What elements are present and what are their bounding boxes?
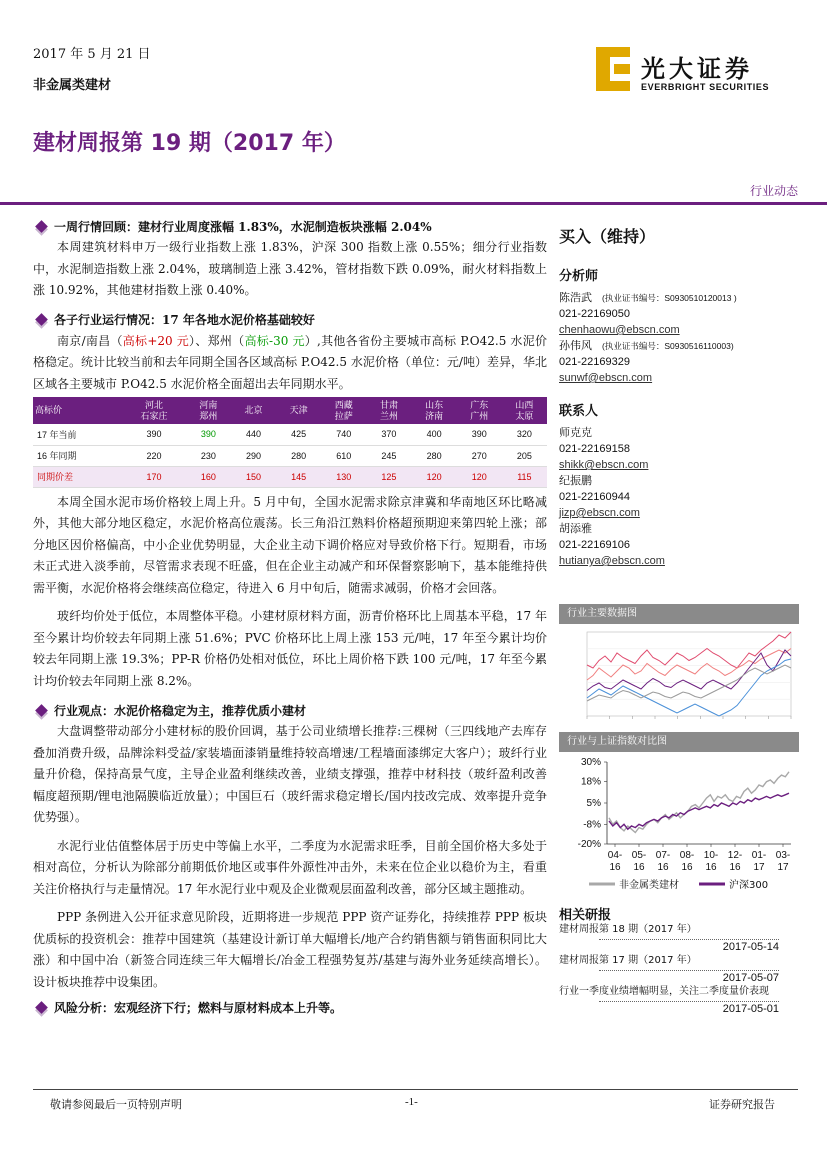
y-tick-label: 18% xyxy=(580,776,601,788)
paragraph-industry-3: 玻纤均价处于低位，本周整体平稳。小建材原材料方面，沥青价格环比上周基本平稳，17 年至今累计均价较去年同期上涨 51.6%；PVC 价格环比上周上涨 153 元/吨，17 年至今累计均价较去年同期上涨 19.3%；PP-R 价格仍处相对低位，环比上周价格下跌 100 元/吨，17 年至今累计均价较去年同期上涨 8.2%。 xyxy=(33,609,547,688)
x-tick-label: 12- xyxy=(727,850,743,861)
contact-phone: 021-22160944 xyxy=(559,491,630,503)
y-tick-label: 30% xyxy=(580,757,601,768)
report-type-label: 行业动态 xyxy=(749,184,798,198)
section-heading-industry xyxy=(33,310,547,330)
x-tick-label: 16 xyxy=(681,862,693,873)
page-title: 建材周报第 19 期（2017 年） xyxy=(33,131,346,156)
x-tick-label: 10- xyxy=(703,850,719,861)
contact-phone: 021-22169158 xyxy=(559,443,630,455)
cement-price-table xyxy=(33,397,547,488)
contact-name: 师克克 xyxy=(559,427,592,439)
diamond-bullet-icon xyxy=(35,704,48,717)
table-cell: 400 xyxy=(412,424,457,445)
row-label: 17 年当前 xyxy=(33,424,122,445)
table-cell: 125 xyxy=(366,466,411,487)
table-row xyxy=(33,445,547,466)
contact-list xyxy=(559,425,799,569)
header-divider xyxy=(0,202,827,205)
page-number: -1- xyxy=(405,1096,418,1108)
table-cell: 160 xyxy=(186,466,231,487)
diamond-bullet-icon xyxy=(35,220,48,233)
table-cell: 130 xyxy=(321,466,366,487)
table-header-row xyxy=(33,397,547,424)
contact-entry xyxy=(559,425,799,473)
table-cell: 220 xyxy=(122,445,186,466)
table-header-cell: 山西 太原 xyxy=(502,397,547,424)
analyst-name: 孙伟风 xyxy=(559,340,592,352)
paragraph-view-3: PPP 条例进入公开征求意见阶段，近期将进一步规范 PPP 资产证券化，持续推荐 PPP 板块优质标的投资机会：推荐中国建筑（基建设计新订单大幅增长/地产合约销售额与销售面积同比大涨）和中国中冶（新签合同连续三年大幅增长/冶金工程强势复苏/基建与海外业务延续高增长）。设计板块推荐中设集团。 xyxy=(33,910,547,989)
related-heading: 相关研报 xyxy=(559,908,612,923)
x-tick-label: 03- xyxy=(775,850,791,861)
table-header-cell: 山东 济南 xyxy=(412,397,457,424)
paragraph-weekly: 本周建筑材料申万一级行业指数上涨 1.83%，沪深 300 指数上涨 0.55%；细分行业指数中，水泥制造指数上涨 2.04%，玻璃制造上涨 3.42%，管材指数下跌 0.09%，耐火材料指数上涨 10.92%，其他建材指数上涨 0.40%。 xyxy=(33,240,547,297)
table-header-cell: 北京 xyxy=(231,397,276,424)
table-cell: 390 xyxy=(186,424,231,445)
sidebar xyxy=(559,214,799,1015)
section-heading-view xyxy=(33,700,547,720)
x-tick-label: 16 xyxy=(633,862,645,873)
footer-doc-type: 证券研究报告 xyxy=(709,1098,775,1111)
industry-data-chart xyxy=(559,624,799,729)
related-reports xyxy=(559,904,799,1016)
table-cell: 270 xyxy=(457,445,502,466)
index-compare-chart xyxy=(559,752,799,902)
analyst-list xyxy=(559,290,799,386)
analyst-email-link[interactable]: sunwf@ebscn.com xyxy=(559,372,653,384)
table-cell: 320 xyxy=(502,424,547,445)
section-title: 一周行情回顾：建材行业周度涨幅 1.83%，水泥制造板块涨幅 2.04% xyxy=(54,219,432,234)
table-cell: 115 xyxy=(502,466,547,487)
related-list xyxy=(559,923,799,1016)
table-header-cell: 广东 广州 xyxy=(457,397,502,424)
related-report-date: 2017-05-07 xyxy=(599,970,779,985)
paragraph-view-1: 大盘调整带动部分小建材标的股价回调，基于公司业绩增长推荐:三棵树（三四线地产去库存叠加消费升级，品牌涂料受益/家装墙面漆销量维持较高增速/工程墙面漆绑定大客户）；玻纤行业量升价稳，保持高景气度，主导企业盈利继续改善，业绩支撑强，推荐中材科技（玻纤盈利改善幅度超预期/锂电池隔膜临近放量）；中国巨石（玻纤需求稳定增长/国内技改完成、效率提升竞争优势强）。 xyxy=(33,724,547,824)
table-header-cell: 甘肃 兰州 xyxy=(366,397,411,424)
contact-email-link[interactable]: hutianya@ebscn.com xyxy=(559,555,665,567)
section-heading-weekly xyxy=(33,216,547,236)
x-tick-label: 05- xyxy=(631,850,647,861)
analyst-phone: 021-22169050 xyxy=(559,308,630,320)
table-cell: 205 xyxy=(502,445,547,466)
report-sector: 非金属类建材 xyxy=(33,78,112,93)
rating-label: 买入（维持） xyxy=(559,227,656,246)
contact-entry xyxy=(559,521,799,569)
x-tick-label: 16 xyxy=(729,862,741,873)
main-content xyxy=(33,214,547,1017)
logo-text-cn: 光大证券 xyxy=(641,55,753,83)
table-cell: 440 xyxy=(231,424,276,445)
table-cell: 610 xyxy=(321,445,366,466)
x-tick-label: 17 xyxy=(777,862,789,873)
series-line xyxy=(609,772,789,833)
logo-mark-icon xyxy=(596,47,630,91)
diamond-bullet-icon xyxy=(35,313,48,326)
table-header-cell: 河北 石家庄 xyxy=(122,397,186,424)
table-row xyxy=(33,466,547,487)
analyst-cert: (执业证书编号：S0930510120013 ) xyxy=(602,293,737,303)
contact-phone: 021-22169106 xyxy=(559,539,630,551)
y-tick-label: -20% xyxy=(577,839,601,850)
analyst-email-link[interactable]: chenhaowu@ebscn.com xyxy=(559,324,680,336)
panel-title: 行业与上证指数对比图 xyxy=(559,732,799,752)
legend-label: 沪深300 xyxy=(729,880,769,891)
analyst-phone: 021-22169329 xyxy=(559,356,630,368)
analyst-cert: (执业证书编号：S0930516110003) xyxy=(602,341,734,351)
contact-name: 胡添雅 xyxy=(559,523,592,535)
table-header-cell: 高标价 xyxy=(33,397,122,424)
x-tick-label: 16 xyxy=(657,862,669,873)
industry-data-panel xyxy=(559,604,799,729)
table-cell: 390 xyxy=(457,424,502,445)
x-tick-label: 16 xyxy=(609,862,621,873)
diamond-bullet-icon xyxy=(35,1001,48,1014)
table-cell: 150 xyxy=(231,466,276,487)
table-header-cell: 河南 郑州 xyxy=(186,397,231,424)
footer-divider xyxy=(33,1089,798,1090)
index-compare-panel xyxy=(559,732,799,904)
table-cell: 290 xyxy=(231,445,276,466)
footer-disclaimer: 敬请参阅最后一页特别声明 xyxy=(50,1098,182,1111)
price-up-text: 高标+20 元 xyxy=(122,333,190,348)
table-cell: 425 xyxy=(276,424,321,445)
section-title: 风险分析：宏观经济下行；燃料与原材料成本上升等。 xyxy=(54,1000,343,1015)
row-label: 同期价差 xyxy=(33,466,122,487)
section-heading-risk xyxy=(33,997,547,1017)
table-cell: 370 xyxy=(366,424,411,445)
table-cell: 245 xyxy=(366,445,411,466)
analyst-name: 陈浩武 xyxy=(559,292,592,304)
contact-entry xyxy=(559,473,799,521)
y-tick-label: -8% xyxy=(583,819,601,831)
table-cell: 120 xyxy=(412,466,457,487)
x-tick-label: 04- xyxy=(607,850,623,861)
panel-title: 行业主要数据图 xyxy=(559,604,799,624)
table-body xyxy=(33,424,547,487)
related-report-title[interactable]: 行业一季度业绩增幅明显，关注二季度量价表现 xyxy=(559,986,769,997)
table-cell: 170 xyxy=(122,466,186,487)
contact-email-link[interactable]: shikk@ebscn.com xyxy=(559,459,649,471)
table-header-cell: 天津 xyxy=(276,397,321,424)
analyst-entry xyxy=(559,290,799,338)
x-tick-label: 08- xyxy=(679,850,695,861)
analyst-entry xyxy=(559,338,799,386)
plot-area xyxy=(587,632,791,716)
x-tick-label: 17 xyxy=(753,862,765,873)
section-title: 各子行业运行情况：17 年各地水泥价格基础较好 xyxy=(54,313,315,327)
contact-name: 纪振鹏 xyxy=(559,475,592,487)
y-tick-label: 5% xyxy=(586,798,601,809)
table-cell: 740 xyxy=(321,424,366,445)
table-header-cell: 西藏 拉萨 xyxy=(321,397,366,424)
related-report-date: 2017-05-14 xyxy=(599,939,779,954)
price-down-text: 高标-30 元 xyxy=(244,333,305,348)
analysts-heading: 分析师 xyxy=(559,269,599,284)
company-logo xyxy=(596,47,796,97)
paragraph-view-2: 水泥行业估值整体居于历史中等偏上水平，二季度为水泥需求旺季，目前全国价格大多处于相对高位，分析认为除部分前期低价地区或事件外源性冲击外，未来在位企业以稳价为主，看重关注价格执行与走量情况。17 年水泥行业中观及企业微观层面盈利改善，部分区域主题推动。 xyxy=(33,838,547,896)
table-cell: 120 xyxy=(457,466,502,487)
paragraph-industry-1: 南京/南昌（高标+20 元）、郑州（高标-30 元）,其他各省份主要城市高标 P.O42.5 水泥价格稳定。统计比较当前和去年同期全国各区域高标 P.O42.5 水泥价格（单位：元/吨）差异，华北区域各主要城市 P.O42.5 水泥价格全面超出去年同期水平。 xyxy=(33,333,548,391)
table-cell: 280 xyxy=(276,445,321,466)
table-cell: 390 xyxy=(122,424,186,445)
table-cell: 280 xyxy=(412,445,457,466)
section-title: 行业观点：水泥价格稳定为主，推荐优质小建材 xyxy=(54,703,307,718)
related-report-date: 2017-05-01 xyxy=(599,1001,779,1016)
paragraph-industry-2: 本周全国水泥市场价格较上周上升。5 月中旬，全国水泥需求除京津冀和华南地区环比略减外，其他大部分地区稳定，水泥价格高位震荡。长三角沿江熟料价格超预期迎来第四轮上涨；部分地区因价格偏高，中小企业优势明显，大企业主动下调价格应对导致价格下行。短期看，市场未正式进入淡季前，尽管需求表现不旺盛，但在企业主动减产和环保督察影响下，基本能维持供需平衡，水泥价格将会继续高位稳定，待进入 6 月中旬后，随需求减弱，价格才会回落。 xyxy=(33,494,547,595)
legend-label: 非金属类建材 xyxy=(619,880,679,891)
table-row xyxy=(33,424,547,445)
table-cell: 230 xyxy=(186,445,231,466)
x-tick-label: 16 xyxy=(705,862,717,873)
x-tick-label: 07- xyxy=(655,850,671,861)
row-label: 16 年同期 xyxy=(33,445,122,466)
contacts-heading: 联系人 xyxy=(559,404,599,419)
related-report-title[interactable]: 建材周报第 18 期（2017 年） xyxy=(559,924,697,935)
x-tick-label: 01- xyxy=(751,850,767,861)
related-report-title[interactable]: 建材周报第 17 期（2017 年） xyxy=(559,955,697,966)
series-line xyxy=(609,793,789,829)
contact-email-link[interactable]: jizp@ebscn.com xyxy=(559,507,640,519)
table-cell: 145 xyxy=(276,466,321,487)
report-date: 2017 年 5 月 21 日 xyxy=(33,47,151,62)
logo-text-en: EVERBRIGHT SECURITIES xyxy=(641,82,770,92)
